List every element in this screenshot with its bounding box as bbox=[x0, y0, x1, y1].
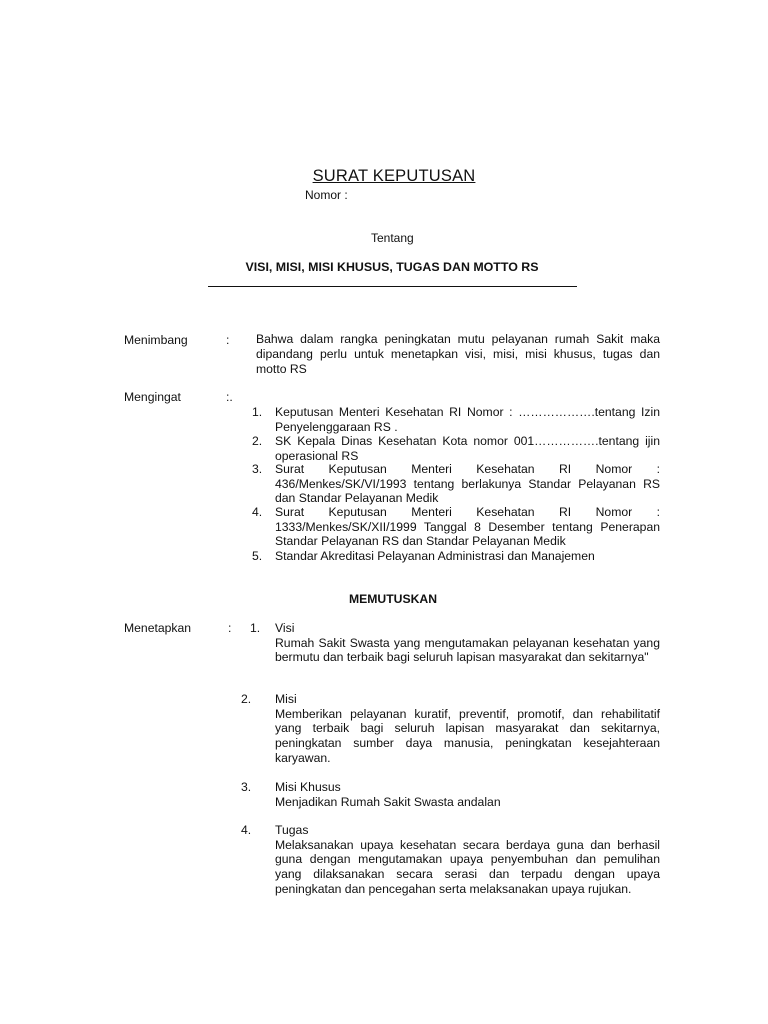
mengingat-item: Surat Keputusan Menteri Kesehatan RI Nomor : 436/Menkes/SK/VI/1993 tentang berlakunya Standar Pelayanan RS dan Standar Pelayanan Medik bbox=[275, 462, 660, 505]
mengingat-item: SK Kepala Dinas Kesehatan Kota nomor 001…………….tentang ijin operasional RS bbox=[275, 434, 660, 463]
item-body: Menjadikan Rumah Sakit Swasta andalan bbox=[275, 794, 501, 809]
item-heading: Misi Khusus bbox=[275, 780, 341, 794]
mengingat-item-number: 5. bbox=[252, 549, 263, 563]
item-heading: Tugas bbox=[275, 823, 309, 837]
tentang-label: Tentang bbox=[371, 231, 414, 245]
mengingat-item-number: 1. bbox=[252, 405, 263, 419]
item-body: Memberikan pelayanan kuratif, preventif, promotif, dan rehabilitatif yang terbaik bagi seluruh lapisan masyarakat dan sekitarnya, peningkatan sumber daya manusia, peningkatan kesejahteraan karyawan. bbox=[275, 706, 660, 765]
menimbang-colon: : bbox=[226, 333, 230, 347]
document-title: SURAT KEPUTUSAN bbox=[312, 167, 476, 185]
memutuskan-heading: MEMUTUSKAN bbox=[348, 592, 437, 606]
mengingat-colon: :. bbox=[226, 390, 233, 404]
mengingat-item: Surat Keputusan Menteri Kesehatan RI Nomor : 1333/Menkes/SK/XII/1999 Tanggal 8 Desember tentang Penerapan Standar Pelayanan RS dan Standar Pelayanan Medik bbox=[275, 505, 660, 548]
item-heading: Visi bbox=[275, 621, 295, 635]
item-body: Melaksanakan upaya kesehatan secara berdaya guna dan berhasil guna dengan mengutamakan upaya penyembuhan dan pemulihan yang dilaksanakan secara serasi dan terpadu dengan upaya peningkatan dan pencegahan serta melaksanakan upaya rujukan. bbox=[275, 837, 660, 896]
item-heading: Misi bbox=[275, 692, 297, 706]
menetapkan-item-number: 1. bbox=[250, 621, 261, 635]
menetapkan-item-tugas bbox=[275, 823, 660, 897]
item-body: Rumah Sakit Swasta yang mengutamakan pelayanan kesehatan yang bermutu dan terbaik bagi seluruh lapisan masyarakat dan sekitarnya" bbox=[275, 635, 660, 665]
mengingat-item: Standar Akreditasi Pelayanan Administrasi dan Manajemen bbox=[275, 549, 595, 563]
document-number-label: Nomor : bbox=[305, 188, 348, 202]
menetapkan-item-number: 2. bbox=[241, 692, 252, 706]
mengingat-item: Keputusan Menteri Kesehatan RI Nomor : ……………….tentang Izin Penyelenggaraan RS . bbox=[275, 405, 660, 434]
document-subject: VISI, MISI, MISI KHUSUS, TUGAS DAN MOTTO RS bbox=[245, 260, 539, 274]
menetapkan-item-misi bbox=[275, 692, 660, 766]
mengingat-item-number: 2. bbox=[252, 434, 263, 448]
menetapkan-item-number: 4. bbox=[241, 823, 252, 837]
mengingat-item-number: 3. bbox=[252, 462, 263, 476]
subject-underline bbox=[208, 286, 577, 287]
menetapkan-item-visi bbox=[275, 621, 660, 665]
menetapkan-label: Menetapkan bbox=[124, 621, 192, 635]
mengingat-item-number: 4. bbox=[252, 505, 263, 519]
menetapkan-item-misi-khusus bbox=[275, 780, 660, 809]
mengingat-label: Mengingat bbox=[124, 390, 181, 404]
menetapkan-item-number: 3. bbox=[241, 780, 252, 794]
menimbang-text: Bahwa dalam rangka peningkatan mutu pelayanan rumah Sakit maka dipandang perlu untuk menetapkan visi, misi, misi khusus, tugas dan motto RS bbox=[256, 332, 660, 376]
menetapkan-colon: : bbox=[228, 621, 232, 635]
menimbang-label: Menimbang bbox=[124, 333, 188, 347]
